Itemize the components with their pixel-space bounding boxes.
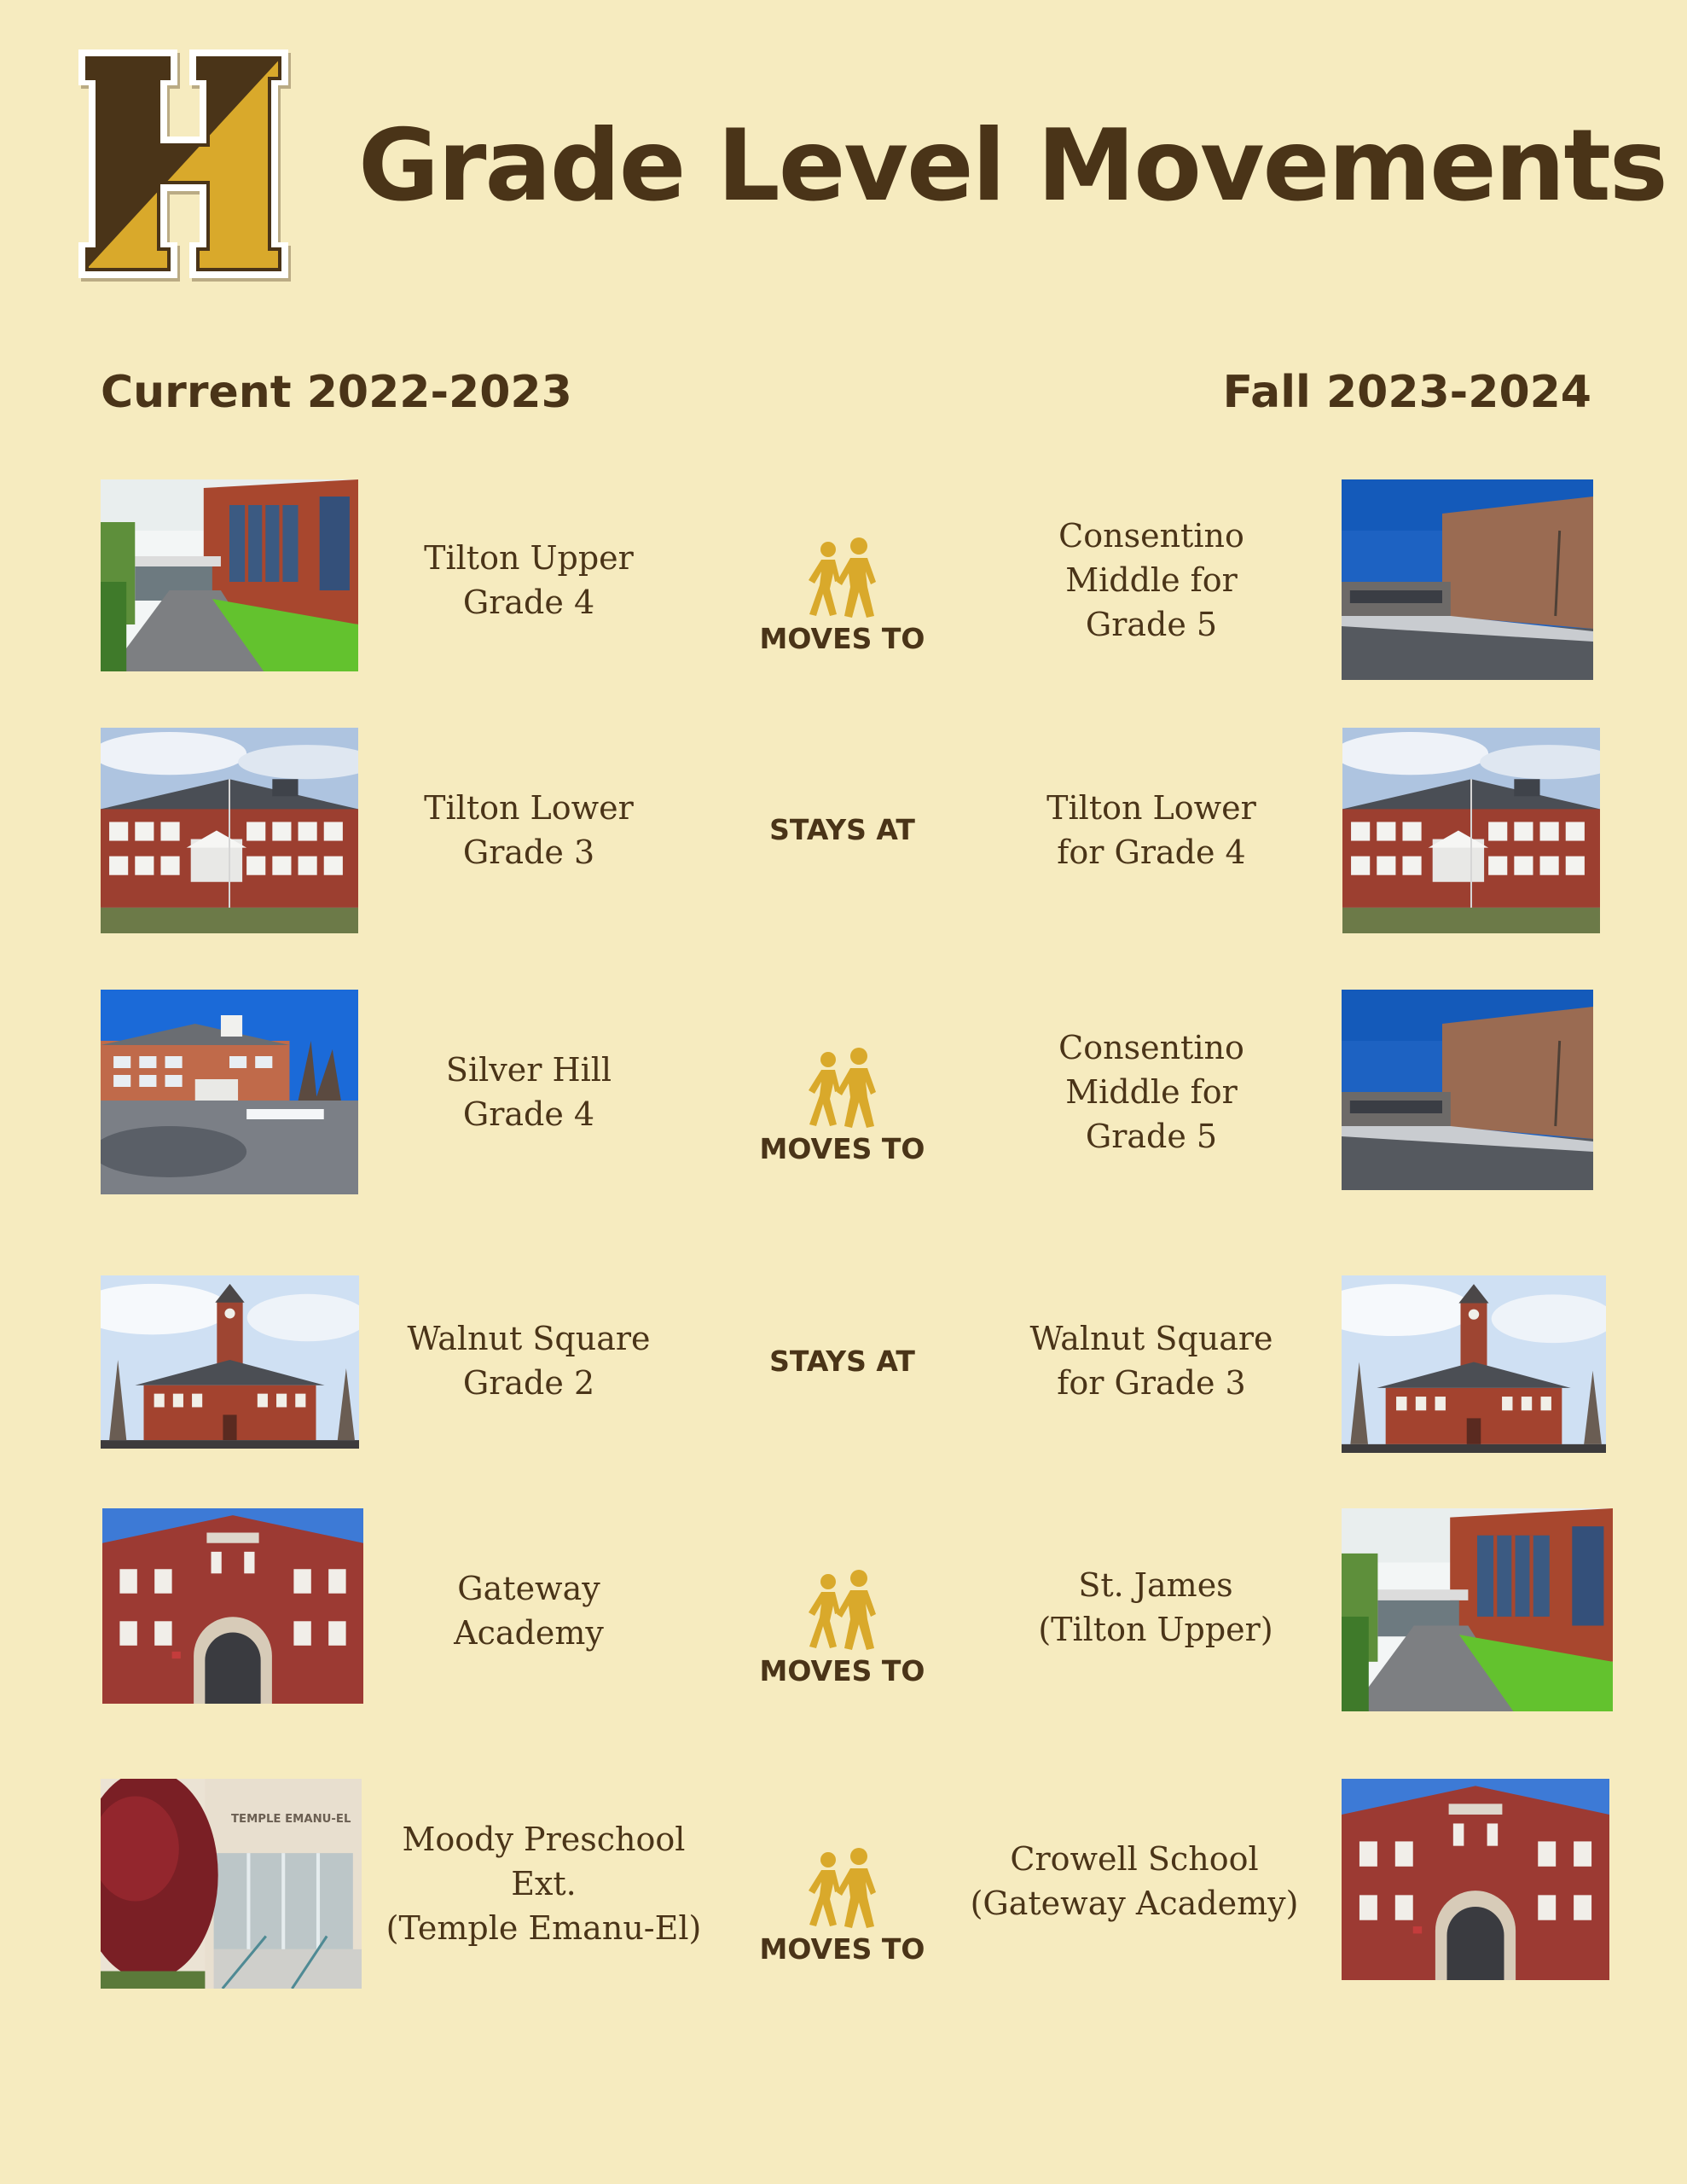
movement-indicator: [733, 536, 951, 657]
school-photo-tilton-upper: [101, 479, 358, 671]
current-year-heading: Current 2022-2023: [101, 367, 572, 418]
movement-indicator: [733, 1046, 951, 1167]
school-photo-gateway-academy: [1342, 1779, 1609, 1980]
movement-text: MOVES TO: [759, 622, 925, 655]
fall-year-heading: Fall 2023-2024: [1222, 367, 1591, 418]
movement-indicator: [733, 1846, 951, 1967]
walking-children-icon: [796, 536, 890, 621]
school-photo-gateway-academy: [102, 1508, 363, 1704]
movement-text: STAYS AT: [769, 1345, 915, 1378]
movement-text: MOVES TO: [759, 1932, 925, 1966]
movement-indicator: [733, 1344, 951, 1380]
next-school-label: St. James (Tilton Upper): [1038, 1566, 1273, 1648]
current-school-label: Gateway Academy: [454, 1570, 604, 1652]
movement-indicator: [733, 812, 951, 848]
next-school-label: Crowell School (Gateway Academy): [970, 1840, 1299, 1922]
school-photo-walnut-square: [101, 1275, 359, 1449]
h-letter-logo-icon: [73, 44, 293, 283]
page-title: Grade Level Movements: [358, 108, 1667, 224]
current-school-label: Tilton Upper Grade 4: [424, 539, 634, 621]
school-photo-silver-hill: [101, 990, 358, 1194]
school-photo-consentino: [1342, 990, 1593, 1190]
current-school-label: Walnut Square Grade 2: [407, 1320, 651, 1402]
school-photo-tilton-upper: [1342, 1508, 1613, 1711]
movement-indicator: [733, 1568, 951, 1689]
school-photo-tilton-lower: [101, 728, 358, 933]
current-school-label: Tilton Lower Grade 3: [424, 789, 634, 871]
current-school-label: Moody Preschool Ext. (Temple Emanu-El): [386, 1821, 702, 1947]
movement-text: MOVES TO: [759, 1654, 925, 1687]
school-photo-walnut-square: [1342, 1275, 1606, 1453]
next-school-label: Consentino Middle for Grade 5: [1058, 1029, 1244, 1155]
next-school-label: Walnut Square for Grade 3: [1029, 1320, 1273, 1402]
movement-text: STAYS AT: [769, 813, 915, 846]
movement-text: MOVES TO: [759, 1132, 925, 1165]
current-school-label: Silver Hill Grade 4: [445, 1051, 612, 1133]
next-school-label: Tilton Lower for Grade 4: [1046, 789, 1256, 871]
walking-children-icon: [796, 1568, 890, 1653]
walking-children-icon: [796, 1846, 890, 1931]
school-photo-temple-emanu-el: [101, 1779, 362, 1989]
school-photo-consentino: [1342, 479, 1593, 680]
walking-children-icon: [796, 1046, 890, 1131]
school-photo-tilton-lower: [1342, 728, 1600, 933]
next-school-label: Consentino Middle for Grade 5: [1058, 517, 1244, 643]
